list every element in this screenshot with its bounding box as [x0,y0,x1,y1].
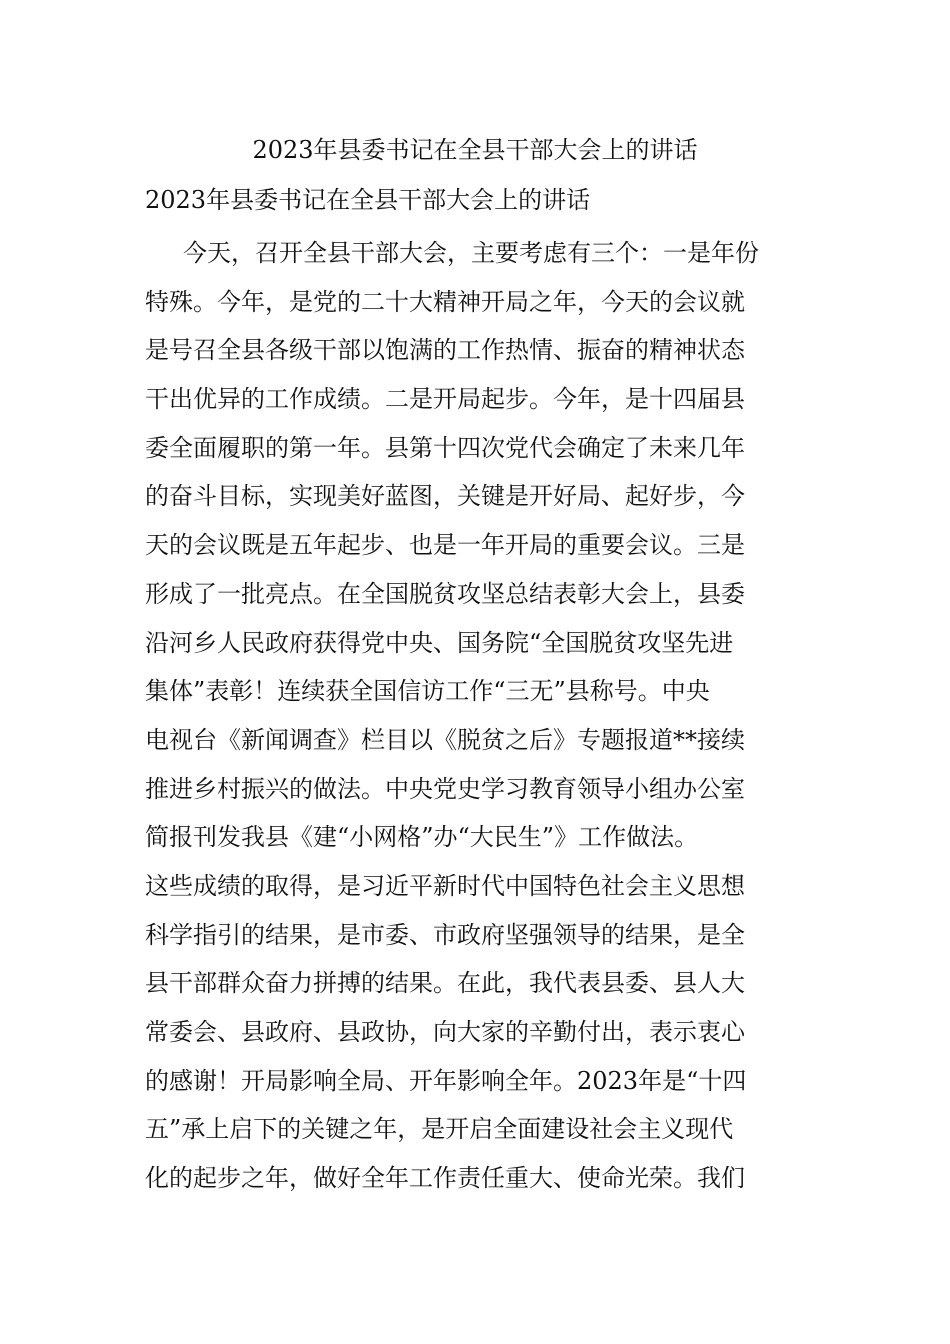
text-line: 推进乡村振兴的做法。中央党史学习教育领导小组办公室 [145,774,745,803]
text-line: 五”承上启下的关键之年，是开启全面建设社会主义现代 [145,1115,734,1144]
text-line: 特殊。今年，是党的二十大精神开局之年，今天的会议就 [145,287,745,316]
text-line: 常委会、县政府、县政协，向大家的辛勤付出，表示衷心 [145,1018,745,1046]
text-line: 电视台《新闻调查》栏目以《脱贫之后》专题报道**接续 [145,725,745,754]
text-line: 化的起步之年，做好全年工作责任重大、使命光荣。我们 [145,1164,745,1193]
text-line: 今天，召开全县干部大会，主要考虑有三个：一是年份 [183,239,759,267]
text-line: 科学指引的结果，是市委、市政府坚强领导的结果，是全 [145,920,745,949]
text-line: 简报刊发我县《建“小网格”办“大民生”》工作做法。 [145,823,699,852]
text-line: 天的会议既是五年起步、也是一年开局的重要会议。三是 [145,531,745,560]
text-line: 干出优异的工作成绩。二是开局起步。今年，是十四届县 [145,385,745,414]
document-title: 2023年县委书记在全县干部大会上的讲话 [252,136,698,164]
text-line: 县干部群众奋力拼搏的结果。在此，我代表县委、县人大 [145,969,745,998]
text-line: 形成了一批亮点。在全国脱贫攻坚总结表彰大会上，县委 [145,579,745,608]
document-subtitle: 2023年县委书记在全县干部大会上的讲话 [145,186,591,214]
text-line: 的感谢！开局影响全局、开年影响全年。2023年是“十四 [145,1066,747,1095]
text-line: 沿河乡人民政府获得党中央、国务院“全国脱贫攻坚先进 [145,628,734,657]
text-line: 委全面履职的第一年。县第十四次党代会确定了未来几年 [145,433,745,462]
text-line: 集体”表彰！连续获全国信访工作“三无”县称号。中央 [145,677,710,706]
text-line: 是号召全县各级干部以饱满的工作热情、振奋的精神状态 [145,336,745,365]
text-line: 这些成绩的取得，是习近平新时代中国特色社会主义思想 [145,871,745,900]
body-paragraph [145,229,805,1203]
text-line: 的奋斗目标，实现美好蓝图，关键是开好局、起好步，今 [145,482,745,511]
